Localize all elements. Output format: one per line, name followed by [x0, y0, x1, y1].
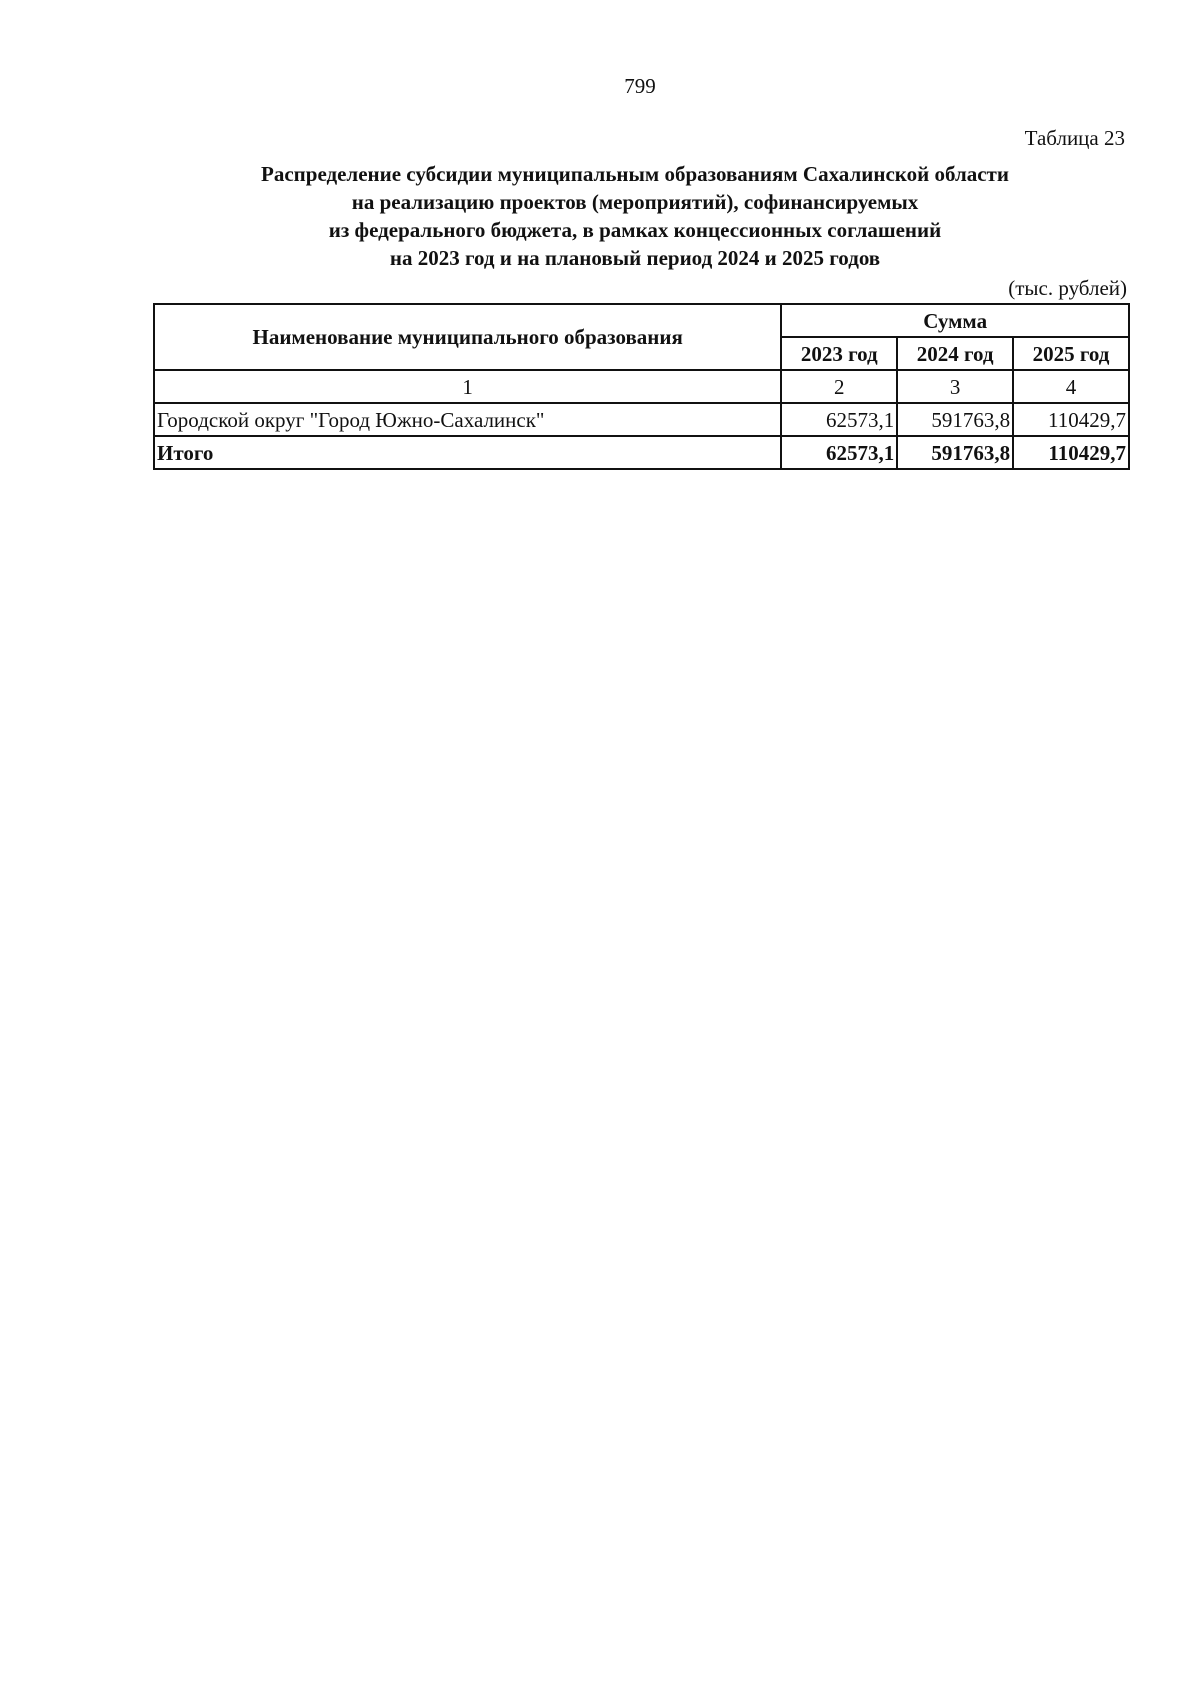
title-line: на реализацию проектов (мероприятий), софинансируемых	[351, 190, 919, 214]
sum-column-header: Сумма	[781, 304, 1129, 337]
municipality-name: Городской округ "Город Южно-Сахалинск"	[154, 403, 781, 436]
total-label: Итого	[154, 436, 781, 469]
column-number: 3	[897, 370, 1013, 403]
year-header-2025: 2025 год	[1013, 337, 1129, 370]
table-row	[154, 403, 1129, 436]
title-line: на 2023 год и на плановый период 2024 и 2025 годов	[389, 246, 881, 270]
year-header-2023: 2023 год	[781, 337, 897, 370]
column-number: 2	[781, 370, 897, 403]
column-number-row	[154, 370, 1129, 403]
total-2023: 62573,1	[781, 436, 897, 469]
total-row	[154, 436, 1129, 469]
page-number: 799	[624, 74, 656, 98]
title-line: из федерального бюджета, в рамках концессионных соглашений	[328, 218, 942, 242]
document-title	[150, 160, 1120, 272]
year-header-2024: 2024 год	[897, 337, 1013, 370]
subsidy-table	[153, 303, 1130, 470]
amount-2024: 591763,8	[897, 403, 1013, 436]
name-column-header: Наименование муниципального образования	[154, 304, 781, 370]
amount-2025: 110429,7	[1013, 403, 1129, 436]
units-label: (тыс. рублей)	[1008, 276, 1127, 300]
title-line: Распределение субсидии муниципальным образованиям Сахалинской области	[261, 162, 1009, 186]
total-2025: 110429,7	[1013, 436, 1129, 469]
amount-2023: 62573,1	[781, 403, 897, 436]
column-number: 1	[154, 370, 781, 403]
table-label: Таблица 23	[1024, 126, 1125, 150]
table-header-row	[154, 304, 1129, 337]
column-number: 4	[1013, 370, 1129, 403]
total-2024: 591763,8	[897, 436, 1013, 469]
